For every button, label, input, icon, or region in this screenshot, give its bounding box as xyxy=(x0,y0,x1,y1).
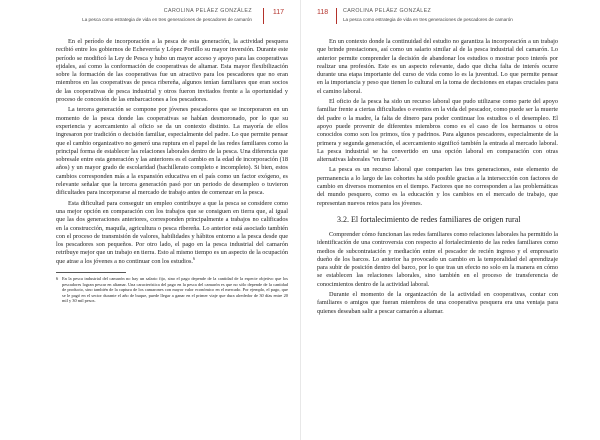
footnote-reference[interactable]: 6 xyxy=(192,255,195,261)
footnote-number: 6 xyxy=(56,276,59,282)
footnote xyxy=(56,276,288,304)
running-head-title: La pesca como estrategia de vida en tres generaciones de pescadores de camarón xyxy=(343,17,513,22)
body-paragraph: Durante el momento de la organización de la actividad en cooperativas, contar con familiares o amigos que fueran miembros de una cooperativa pesquera era una ventaja para quienes deseaban salir a pescar camarón a altamar. xyxy=(317,291,558,315)
page-number: 117 xyxy=(272,9,284,16)
footnote-text: En la pesca industrial del camarón no hay un salario fijo, sino el pago depende de la cantidad de la especie objetivo que los pescadores logran pescar en altamar. Una característica del pago en la pesca del camarón es que no sólo depende de la cantidad de producto, sino también de la captura de los camarones con mayor valor económico en el mercado. Por ejemplo, el pago, que se le pagó en el sector durante el año de buque, puede llegar a ganar en el primer viaje que dura alrededor de 30 días entre 20 mil y 30 mil pesos. xyxy=(62,276,288,304)
running-head-title: La pesca como estrategia de vida en tres generaciones de pescadores de camarón xyxy=(82,17,252,22)
running-head-author: CAROLINA PELÁEZ GONZÁLEZ xyxy=(163,8,252,14)
body-paragraph: El oficio de la pesca ha sido un recurso laboral que pudo utilizarse como parte del apoyo familiar frente a ciertas dificultades o eventos en la vida del pescador, como puede ser la muerte del padre o la madre, la falta de dinero para poder continuar los estudios o el desempleo. El apoyo puede provenir de diferentes miembros como es el caso de los hermanos u otros conocidos como son los primos, tíos y padrinos. Para algunos pescadores, especialmente de la primera y segunda generación, el acercamiento significó también la entrada al mercado laboral. La pesca industrial se ha convertido en una opción laboral en comparación con otras alternativas laborales "en tierra". xyxy=(317,98,558,164)
running-head-author: CAROLINA PELÁEZ GONZÁLEZ xyxy=(343,8,432,14)
body-paragraph: Comprender cómo funcionan las redes familiares como relaciones laborales ha permitido la identificación de una controversia con respecto al fortalecimiento de las redes familiares como medios de subcontratación y mediación entre el pescador de recién ingreso y el empresario dueño de los barcos. Lo anterior ha provocado un cambio en la temporalidad del aprendizaje para subir de posición dentro del barco, por lo que tras un efecto no solo en la manera en cómo se establecen las relaciones laborales, sino también en el proceso de transferencia de conocimientos dentro de la actividad laboral. xyxy=(317,230,558,288)
body-paragraph-text: Esta dificultad para conseguir un empleo contribuye a que la pesca se considere como una mejor opción en comparación con los trabajos que se consiguen en tierra que, al igual que las dos generaciones anteriores, corresponden principalmente a trabajos no calificados en la construcción, maquila, agricultura o pesca ribereña. Lo anterior está asociado también con el proceso de transmisión de valores, habilidades y hábitos entorno a la pesca desde que los pescadores son pequeños. Por otro lado, el pago en la pesca industrial del camarón retribuye mejor que un trabajo en tierra. Esto al mismo tiempo es un aspecto de la ocupación que atrae a los jóvenes a no continuar con los estudios. xyxy=(56,199,288,265)
body-paragraph: La pesca es un recurso laboral que comparten las tres generaciones, este elemento de permanencia a lo largo de las cohortes ha sido posible gracias a la intersección con factores de cambio en diversos momentos en el tiempo. Factores que no corresponden a las problemáticas del mundo pesquero, como es la educación y los cambios en el mercado de trabajo, que representan nuevos retos para los jóvenes. xyxy=(317,166,558,207)
header-divider xyxy=(263,8,264,24)
header-divider xyxy=(336,8,337,24)
body-paragraph xyxy=(56,200,288,266)
section-heading: 3.2. El fortalecimiento de redes familiares de origen rural xyxy=(337,214,521,224)
footnote-divider xyxy=(56,272,126,273)
body-paragraph: En el período de incorporación a la pesca de esta generación, la actividad pesquera recibió entre los gobiernos de Echeverría y López Portillo su mayor inversión. Durante este período se modificó la Ley de Pesca y hubo un mayor acceso y apoyo para las cooperativas ejidales, así como la conformación de cooperativas de altamar. Esta mayor flexibilización sobre la formación de las cooperativas fue un atractivo para los pescadores que no eran miembros en las cooperativas de pesca ribereña, algunos tenían familiares que eran socios de las cooperativas de pesca industrial y otros fueron invitados frente a la oportunidad y proceso de concesión de las embarcaciones a los pescadores. xyxy=(56,38,288,104)
page-number: 118 xyxy=(317,9,329,16)
left-page-header xyxy=(56,8,288,38)
right-page-header xyxy=(317,8,558,38)
right-page xyxy=(300,0,600,440)
body-paragraph: La tercera generación se compone por jóvenes pescadores que se incorporaron en un momento de la pesca donde las cooperativas se habían desmoronado, por lo que su experiencia y acercamiento al oficio se da un contexto distinto. La mayoría de ellos ingresaron por tradición o decisión familiar, especialmente del padre. Lo que permite pensar que el cambio organizativo no generó una ruptura en el papel de las redes familiares como la principal forma de establecer las relaciones laborales dentro de la pesca. Una diferencia que sobresale entre esta generación y las anteriores es el cambio en la edad de incorporación (18 años) y un mayor grado de escolaridad (bachillerato completo e incompleto). Si bien, estos cambios corresponden más a la expansión educativa en el país como un factor exógeno, es relevante señalar que la tercera generación pasó por un periodo de desempleo o tuvieron dificultades para incorporarse al mercado de trabajo antes de comenzar en la pesca. xyxy=(56,106,288,197)
body-paragraph: En un contexto donde la continuidad del estudio no garantiza la incorporación a un trabajo que brinde prestaciones, así como un salario similar al de la pesca industrial del camarón. Lo anterior permite comprender la decisión de abandonar los estudios o mostrar poco interés por realizar una profesión. Este es un aspecto relevante, dado que dicha falta de interés ocurre durante una etapa importante del curso de vida como lo es la juventud. Lo que permite pensar en la importancia y peso que tienen lo cultural en la toma de decisiones en etapas cruciales para el camino laboral. xyxy=(317,38,558,95)
